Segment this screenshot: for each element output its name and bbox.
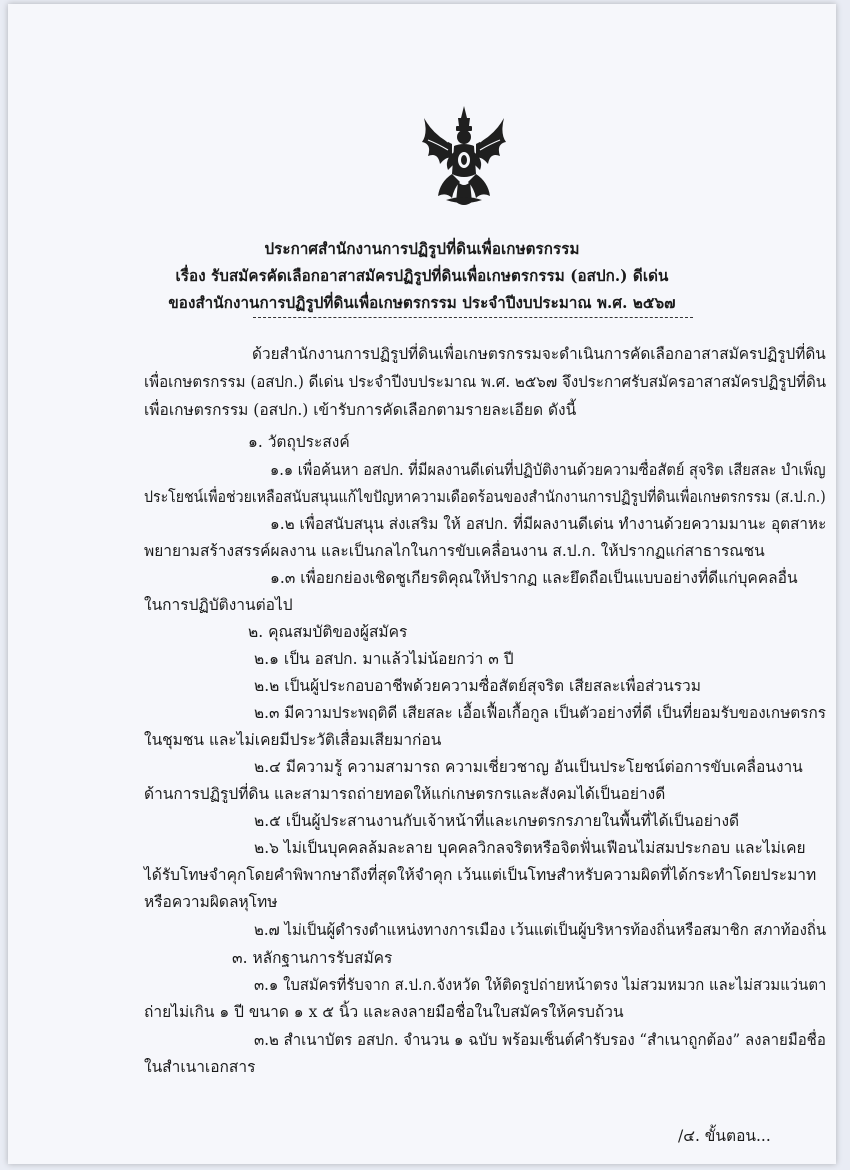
qualification-item: ๒.๔ มีความรู้ ความสามารถ ความเชี่ยวชาญ อันเป็นประโยชน์ต่อการขับเคลื่อนงาน [254, 758, 803, 776]
document-item: ๓.๒ สำเนาบัตร อสปก. จำนวน ๑ ฉบับ พร้อมเซ็นต์คำรับรอง “สำเนาถูกต้อง” ลงลายมือชื่อ [254, 1031, 826, 1049]
objective-item: ๑.๓ เพื่อยกย่องเชิดชูเกียรติคุณให้ปรากฏ และยึดถือเป็นแบบอย่างที่ดีแก่บุคคลอื่น [270, 569, 798, 587]
qualification-item-continued: ด้านการปฏิรูปที่ดิน และสามารถถ่ายทอดให้แก่เกษตรกรและสังคมได้เป็นอย่างดี [144, 785, 666, 803]
page-continuation: /๔. ขั้นตอน... [678, 1127, 771, 1145]
document-page [8, 4, 836, 1164]
document-item: ๓.๑ ใบสมัครที่รับจาก ส.ป.ก.จังหวัด ให้ติดรูปถ่ายหน้าตรง ไม่สวมหมวก และไม่สวมแว่นตา [254, 976, 827, 994]
qualification-item: ๒.๓ มีความประพฤติดี เสียสละ เอื้อเฟื้อเกื้อกูล เป็นตัวอย่างที่ดี เป็นที่ยอมรับของเกษตรกร [254, 704, 826, 722]
title-divider [253, 317, 693, 318]
announcement-title: ประกาศสำนักงานการปฏิรูปที่ดินเพื่อเกษตรกรรม [264, 239, 580, 258]
qualification-item: ๒.๗ ไม่เป็นผู้ดำรงตำแหน่งทางการเมือง เว้นแต่เป็นผู้บริหารท้องถิ่นหรือสมาชิก สภาท้องถิ่น [254, 921, 827, 939]
qualification-item: ๒.๒ เป็นผู้ประกอบอาชีพด้วยความซื่อสัตย์สุจริต เสียสละเพื่อส่วนรวม [254, 677, 701, 695]
intro-line: เพื่อเกษตรกรรม (อสปก.) ดีเด่น ประจำปีงบประมาณ พ.ศ. ๒๕๖๗ จึงประกาศรับสมัครอาสาสมัครปฏิรูปที่ดิน [144, 373, 827, 391]
qualification-item-continued: ในชุมชน และไม่เคยมีประวัติเสื่อมเสียมาก่อน [144, 731, 442, 749]
objective-item: ๑.๑ เพื่อค้นหา อสปก. ที่มีผลงานดีเด่นที่ปฏิบัติงานด้วยความซื่อสัตย์ สุจริต เสียสละ บำเพ็ญ [270, 461, 826, 479]
document-item-continued: ถ่ายไม่เกิน ๑ ปี ขนาด ๑ x ๕ นิ้ว และลงลายมือชื่อในใบสมัครให้ครบถ้วน [144, 1003, 624, 1021]
objective-item: ๑.๒ เพื่อสนับสนุน ส่งเสริม ให้ อสปก. ที่มีผลงานดีเด่น ทำงานด้วยความมานะ อุตสาหะ [270, 515, 827, 533]
document-item-continued: ในสำเนาเอกสาร [144, 1058, 256, 1076]
intro-line: ด้วยสำนักงานการปฏิรูปที่ดินเพื่อเกษตรกรรมจะดำเนินการคัดเลือกอาสาสมัครปฏิรูปที่ดิน [252, 345, 826, 363]
objective-item-continued: พยายามสร้างสรรค์ผลงาน และเป็นกลไกในการขับเคลื่อนงาน ส.ป.ก. ให้ปรากฏแก่สาธารณชน [144, 542, 765, 560]
section-heading-objectives: ๑. วัตถุประสงค์ [248, 433, 350, 451]
intro-line: เพื่อเกษตรกรรม (อสปก.) เข้ารับการคัดเลือกตามรายละเอียด ดังนี้ [144, 401, 577, 419]
announcement-subject-continued: ของสำนักงานการปฏิรูปที่ดินเพื่อเกษตรกรรม ประจำปีงบประมาณ พ.ศ. ๒๕๖๗ [168, 293, 676, 312]
section-heading-documents: ๓. หลักฐานการรับสมัคร [232, 949, 393, 967]
objective-item-continued: ประโยชน์เพื่อช่วยเหลือสนับสนุนแก้ไขปัญหาความเดือดร้อนของสำนักงานการปฏิรูปที่ดินเพื่อเกษตรกรรม (ส.ป.ก.) [144, 488, 826, 506]
qualification-item-continued: หรือความผิดลหุโทษ [144, 893, 278, 911]
qualification-item: ๒.๖ ไม่เป็นบุคคลล้มละลาย บุคคลวิกลจริตหรือจิตฟั่นเฟือนไม่สมประกอบ และไม่เคย [254, 839, 806, 857]
qualification-item: ๒.๑ เป็น อสปก. มาแล้วไม่น้อยกว่า ๓ ปี [254, 650, 514, 668]
objective-item-continued: ในการปฏิบัติงานต่อไป [144, 596, 293, 614]
qualification-item: ๒.๕ เป็นผู้ประสานงานกับเจ้าหน้าที่และเกษตรกรภายในพื้นที่ได้เป็นอย่างดี [254, 812, 740, 830]
section-heading-qualifications: ๒. คุณสมบัติของผู้สมัคร [248, 623, 408, 641]
garuda-emblem-icon [418, 104, 510, 208]
announcement-subject: เรื่อง รับสมัครคัดเลือกอาสาสมัครปฏิรูปที่ดินเพื่อเกษตรกรรม (อสปก.) ดีเด่น [175, 266, 669, 285]
qualification-item-continued: ได้รับโทษจำคุกโดยคำพิพากษาถึงที่สุดให้จำคุก เว้นแต่เป็นโทษสำหรับความผิดที่ได้กระทำโดยประมาท [144, 866, 817, 884]
